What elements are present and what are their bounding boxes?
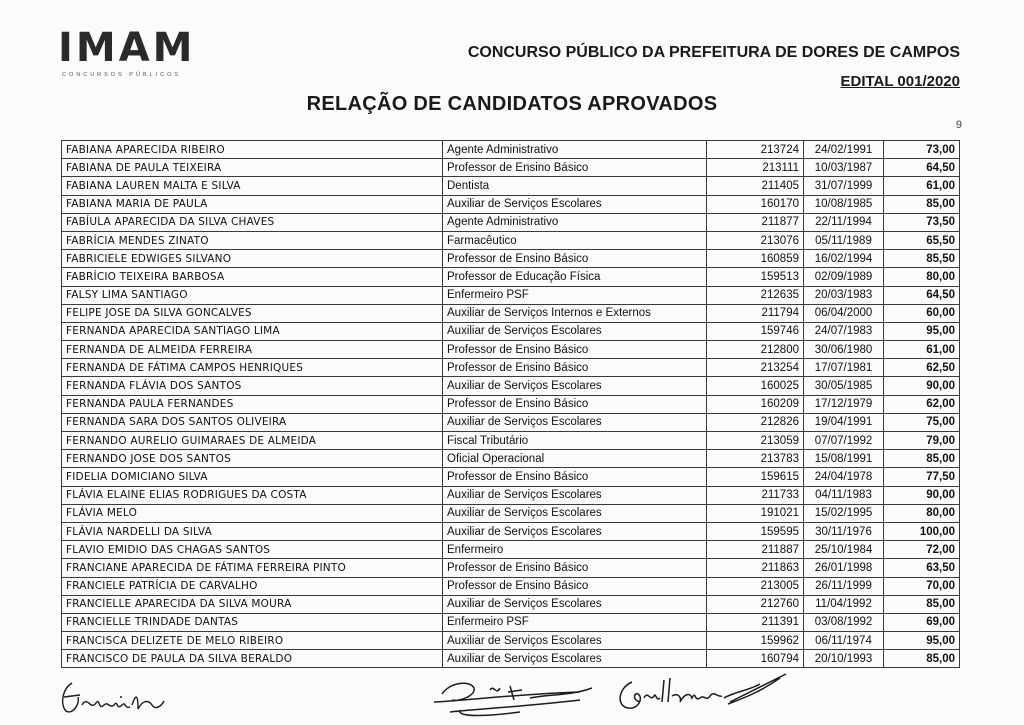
position: Professor de Educação Física	[443, 268, 707, 286]
registration-number: 211887	[707, 541, 804, 559]
position: Professor de Ensino Básico	[443, 341, 707, 359]
table-row	[62, 504, 960, 522]
position: Professor de Ensino Básico	[443, 159, 707, 177]
candidate-name: FABÍULA APARECIDA DA SILVA CHAVES	[62, 213, 443, 231]
signature-1	[58, 675, 178, 720]
registration-number: 211877	[707, 213, 804, 231]
candidate-name: FABIANA MARIA DE PAULA	[62, 195, 443, 213]
edital-number: EDITAL 001/2020	[840, 73, 960, 90]
registration-number: 160209	[707, 395, 804, 413]
birth-date: 15/08/1991	[804, 450, 884, 468]
score: 62,50	[884, 359, 960, 377]
candidate-name: FLÁVIA MELO	[62, 504, 443, 522]
table-row	[62, 613, 960, 631]
position: Professor de Ensino Básico	[443, 359, 707, 377]
candidate-name: FLÁVIA NARDELLI DA SILVA	[62, 522, 443, 540]
score: 65,50	[884, 231, 960, 249]
table-row	[62, 195, 960, 213]
score: 73,50	[884, 213, 960, 231]
registration-number: 211863	[707, 559, 804, 577]
candidate-name: FABIANA LAUREN MALTA E SILVA	[62, 177, 443, 195]
position: Enfermeiro	[443, 541, 707, 559]
table-row	[62, 304, 960, 322]
position: Auxiliar de Serviços Escolares	[443, 195, 707, 213]
score: 95,00	[884, 322, 960, 340]
table-row	[62, 341, 960, 359]
registration-number: 211405	[707, 177, 804, 195]
table-row	[62, 559, 960, 577]
registration-number: 211794	[707, 304, 804, 322]
registration-number: 159615	[707, 468, 804, 486]
signature-2	[430, 668, 600, 723]
score: 73,00	[884, 141, 960, 159]
birth-date: 02/09/1989	[804, 268, 884, 286]
position: Auxiliar de Serviços Escolares	[443, 522, 707, 540]
logo-wordmark: IMAM	[58, 25, 196, 71]
candidate-name: FRANCIELE PATRÍCIA DE CARVALHO	[62, 577, 443, 595]
position: Auxiliar de Serviços Escolares	[443, 632, 707, 650]
score: 80,00	[884, 268, 960, 286]
score: 70,00	[884, 577, 960, 595]
candidates-table-body	[62, 141, 960, 668]
table-row	[62, 522, 960, 540]
birth-date: 24/07/1983	[804, 322, 884, 340]
table-row	[62, 250, 960, 268]
candidate-name: FABRÍCIA MENDES ZINATO	[62, 231, 443, 249]
birth-date: 11/04/1992	[804, 595, 884, 613]
signature-3	[610, 668, 790, 723]
score: 64,50	[884, 286, 960, 304]
position: Agente Administrativo	[443, 141, 707, 159]
candidate-name: FERNANDA APARECIDA SANTIAGO LIMA	[62, 322, 443, 340]
contest-title: CONCURSO PÚBLICO DA PREFEITURA DE DORES DE CAMPOS	[467, 44, 960, 61]
table-row	[62, 359, 960, 377]
candidate-name: FRANCIANE APARECIDA DE FÁTIMA FERREIRA PINTO	[62, 559, 443, 577]
position: Auxiliar de Serviços Escolares	[443, 413, 707, 431]
table-row	[62, 159, 960, 177]
score: 100,00	[884, 522, 960, 540]
table-row	[62, 432, 960, 450]
position: Professor de Ensino Básico	[443, 250, 707, 268]
candidate-name: FABRÍCIO TEIXEIRA BARBOSA	[62, 268, 443, 286]
page-number: 9	[955, 119, 962, 131]
candidate-name: FERNANDO JOSE DOS SANTOS	[62, 450, 443, 468]
table-row	[62, 213, 960, 231]
table-row	[62, 468, 960, 486]
table-row	[62, 650, 960, 668]
candidate-name: FRANCIELLE APARECIDA DA SILVA MOURA	[62, 595, 443, 613]
score: 72,00	[884, 541, 960, 559]
table-row	[62, 177, 960, 195]
registration-number: 159746	[707, 322, 804, 340]
registration-number: 211391	[707, 613, 804, 631]
candidate-name: FRANCISCO DE PAULA DA SILVA BERALDO	[62, 650, 443, 668]
birth-date: 30/11/1976	[804, 522, 884, 540]
birth-date: 24/04/1978	[804, 468, 884, 486]
table-row	[62, 413, 960, 431]
registration-number: 213005	[707, 577, 804, 595]
score: 85,00	[884, 650, 960, 668]
birth-date: 06/04/2000	[804, 304, 884, 322]
score: 85,00	[884, 195, 960, 213]
table-row	[62, 141, 960, 159]
table-row	[62, 486, 960, 504]
score: 85,00	[884, 450, 960, 468]
candidate-name: FALSY LIMA SANTIAGO	[62, 286, 443, 304]
position: Professor de Ensino Básico	[443, 395, 707, 413]
position: Professor de Ensino Básico	[443, 468, 707, 486]
position: Oficial Operacional	[443, 450, 707, 468]
score: 75,00	[884, 413, 960, 431]
birth-date: 24/02/1991	[804, 141, 884, 159]
score: 60,00	[884, 304, 960, 322]
table-row	[62, 377, 960, 395]
birth-date: 15/02/1995	[804, 504, 884, 522]
birth-date: 22/11/1994	[804, 213, 884, 231]
score: 61,00	[884, 341, 960, 359]
registration-number: 213724	[707, 141, 804, 159]
position: Professor de Ensino Básico	[443, 559, 707, 577]
score: 61,00	[884, 177, 960, 195]
score: 69,00	[884, 613, 960, 631]
score: 90,00	[884, 486, 960, 504]
registration-number: 212760	[707, 595, 804, 613]
score: 80,00	[884, 504, 960, 522]
score: 85,50	[884, 250, 960, 268]
registration-number: 160025	[707, 377, 804, 395]
registration-number: 191021	[707, 504, 804, 522]
registration-number: 212635	[707, 286, 804, 304]
candidate-name: FABIANA APARECIDA RIBEIRO	[62, 141, 443, 159]
position: Auxiliar de Serviços Escolares	[443, 595, 707, 613]
birth-date: 10/08/1985	[804, 195, 884, 213]
candidate-name: FERNANDA SARA DOS SANTOS OLIVEIRA	[62, 413, 443, 431]
registration-number: 213111	[707, 159, 804, 177]
table-row	[62, 450, 960, 468]
table-row	[62, 231, 960, 249]
birth-date: 03/08/1992	[804, 613, 884, 631]
logo	[58, 25, 196, 78]
birth-date: 10/03/1987	[804, 159, 884, 177]
position: Agente Administrativo	[443, 213, 707, 231]
score: 64,50	[884, 159, 960, 177]
birth-date: 07/07/1992	[804, 432, 884, 450]
birth-date: 26/11/1999	[804, 577, 884, 595]
candidate-name: FERNANDA PAULA FERNANDES	[62, 395, 443, 413]
registration-number: 212800	[707, 341, 804, 359]
registration-number: 213059	[707, 432, 804, 450]
birth-date: 06/11/1974	[804, 632, 884, 650]
position: Farmacêutico	[443, 231, 707, 249]
birth-date: 17/12/1979	[804, 395, 884, 413]
score: 63,50	[884, 559, 960, 577]
table-row	[62, 577, 960, 595]
birth-date: 16/02/1994	[804, 250, 884, 268]
birth-date: 04/11/1983	[804, 486, 884, 504]
registration-number: 160794	[707, 650, 804, 668]
table-row	[62, 268, 960, 286]
birth-date: 30/05/1985	[804, 377, 884, 395]
candidate-name: FELIPE JOSE DA SILVA GONCALVES	[62, 304, 443, 322]
registration-number: 160859	[707, 250, 804, 268]
candidate-name: FERNANDO AURELIO GUIMARAES DE ALMEIDA	[62, 432, 443, 450]
candidate-name: FIDELIA DOMICIANO SILVA	[62, 468, 443, 486]
registration-number: 212826	[707, 413, 804, 431]
birth-date: 20/03/1983	[804, 286, 884, 304]
score: 77,50	[884, 468, 960, 486]
registration-number: 213254	[707, 359, 804, 377]
birth-date: 31/07/1999	[804, 177, 884, 195]
candidate-name: FRANCISCA DELIZETE DE MELO RIBEIRO	[62, 632, 443, 650]
candidate-name: FLAVIO EMIDIO DAS CHAGAS SANTOS	[62, 541, 443, 559]
candidate-name: FERNANDA DE FÁTIMA CAMPOS HENRIQUES	[62, 359, 443, 377]
birth-date: 25/10/1984	[804, 541, 884, 559]
logo-tagline: CONCURSOS PÚBLICOS	[62, 72, 182, 78]
position: Auxiliar de Serviços Escolares	[443, 504, 707, 522]
position: Dentista	[443, 177, 707, 195]
score: 95,00	[884, 632, 960, 650]
table-row	[62, 541, 960, 559]
registration-number: 211733	[707, 486, 804, 504]
score: 90,00	[884, 377, 960, 395]
candidate-name: FABRICIELE EDWIGES SILVANO	[62, 250, 443, 268]
position: Professor de Ensino Básico	[443, 577, 707, 595]
birth-date: 26/01/1998	[804, 559, 884, 577]
table-row	[62, 322, 960, 340]
birth-date: 20/10/1993	[804, 650, 884, 668]
registration-number: 159513	[707, 268, 804, 286]
registration-number: 213076	[707, 231, 804, 249]
position: Auxiliar de Serviços Escolares	[443, 377, 707, 395]
candidates-table	[61, 140, 960, 668]
page-title: RELAÇÃO DE CANDIDATOS APROVADOS	[306, 93, 718, 115]
position: Auxiliar de Serviços Internos e Externos	[443, 304, 707, 322]
table-row	[62, 286, 960, 304]
registration-number: 160170	[707, 195, 804, 213]
position: Fiscal Tributário	[443, 432, 707, 450]
position: Auxiliar de Serviços Escolares	[443, 650, 707, 668]
score: 62,00	[884, 395, 960, 413]
score: 85,00	[884, 595, 960, 613]
birth-date: 05/11/1989	[804, 231, 884, 249]
birth-date: 17/07/1981	[804, 359, 884, 377]
candidate-name: FERNANDA DE ALMEIDA FERREIRA	[62, 341, 443, 359]
table-row	[62, 395, 960, 413]
table-row	[62, 632, 960, 650]
candidate-name: FERNANDA FLÁVIA DOS SANTOS	[62, 377, 443, 395]
position: Enfermeiro PSF	[443, 286, 707, 304]
registration-number: 159962	[707, 632, 804, 650]
candidate-name: FLÁVIA ELAINE ELIAS RODRIGUES DA COSTA	[62, 486, 443, 504]
registration-number: 213783	[707, 450, 804, 468]
table-row	[62, 595, 960, 613]
candidate-name: FRANCIELLE TRINDADE DANTAS	[62, 613, 443, 631]
position: Auxiliar de Serviços Escolares	[443, 486, 707, 504]
birth-date: 19/04/1991	[804, 413, 884, 431]
birth-date: 30/06/1980	[804, 341, 884, 359]
position: Enfermeiro PSF	[443, 613, 707, 631]
score: 79,00	[884, 432, 960, 450]
registration-number: 159595	[707, 522, 804, 540]
candidate-name: FABIANA DE PAULA TEIXEIRA	[62, 159, 443, 177]
position: Auxiliar de Serviços Escolares	[443, 322, 707, 340]
